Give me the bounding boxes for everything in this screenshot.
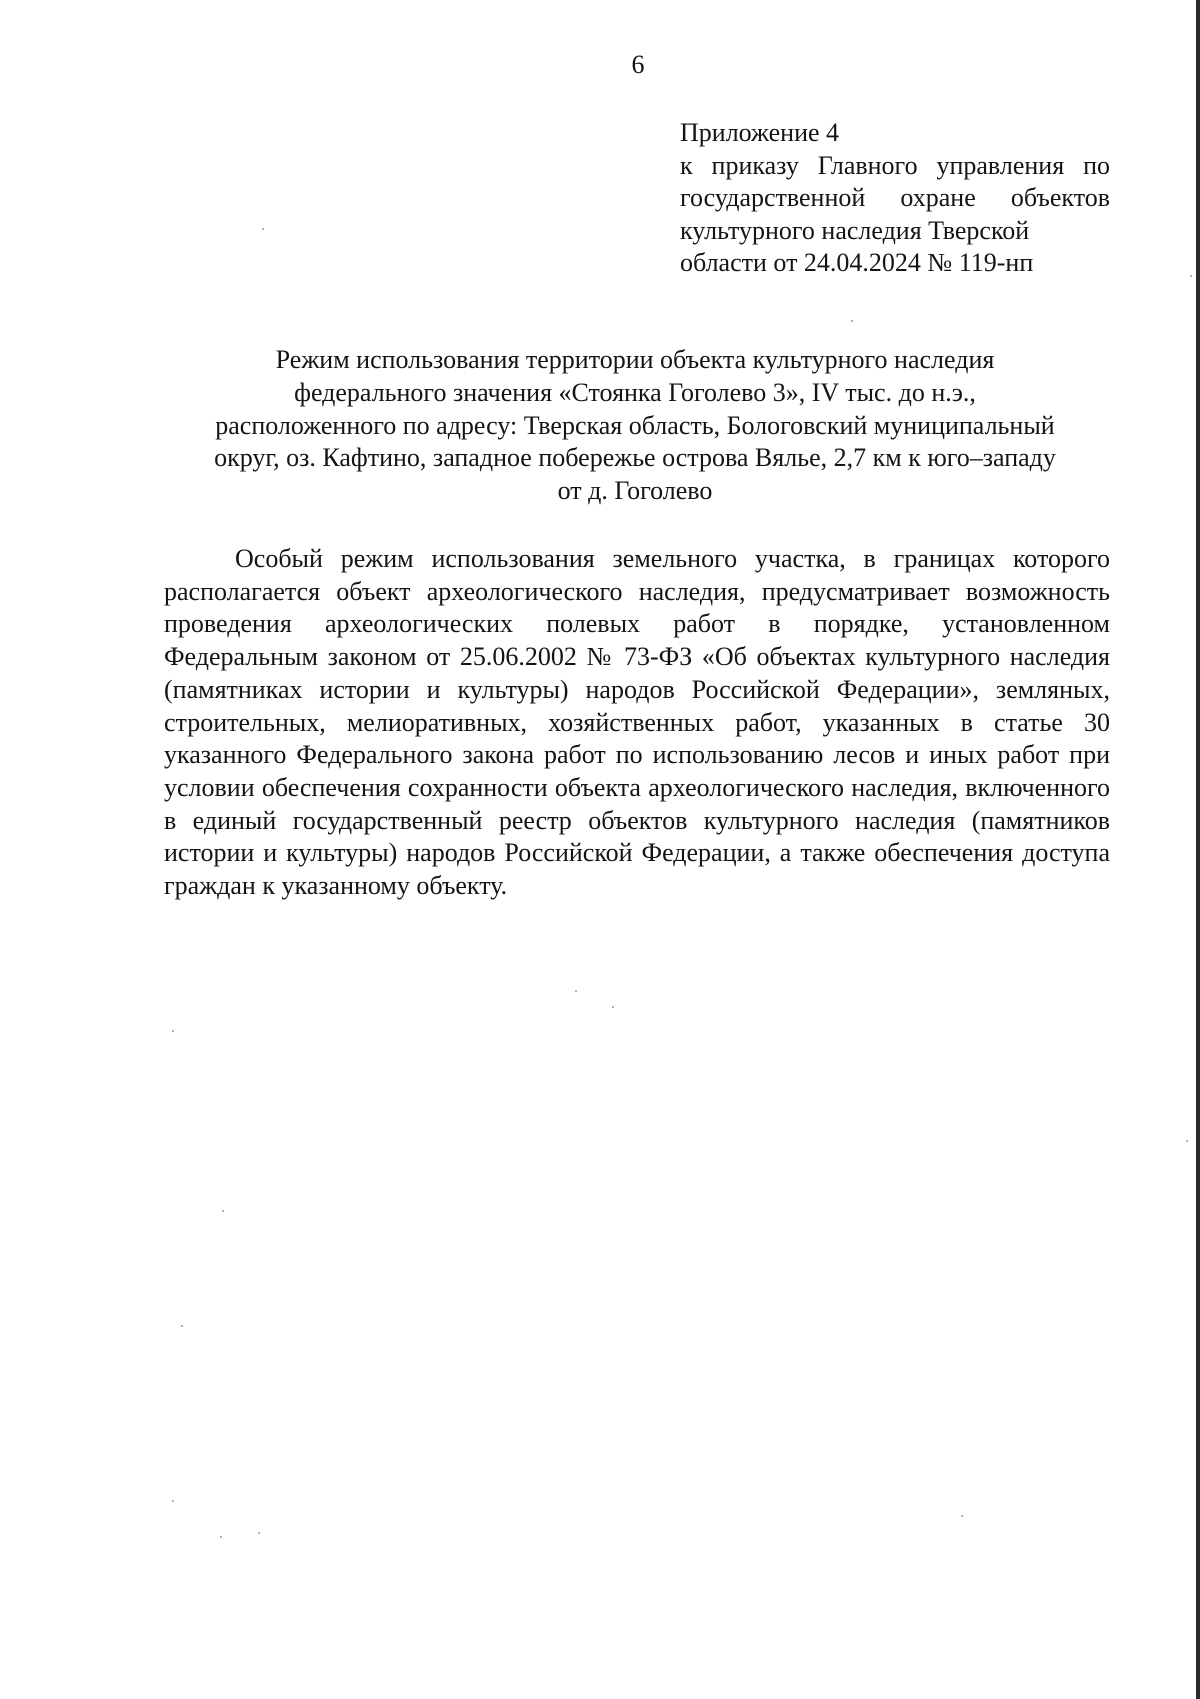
title-line: федерального значения «Стоянка Гоголево 3», IV тыс. до н.э., (294, 377, 976, 407)
scan-speck (258, 1532, 260, 1534)
title-line: расположенного по адресу: Тверская область, Бологовский муниципальный (215, 410, 1055, 440)
title-line: от д. Гоголево (557, 476, 713, 506)
scan-speck (222, 1210, 224, 1212)
scan-speck (1186, 1140, 1188, 1142)
document-title (160, 344, 1110, 508)
appendix-label: Приложение 4 (680, 118, 840, 147)
title-line: Режим использования территории объекта культурного наследия (275, 345, 995, 374)
scan-speck (612, 1006, 614, 1008)
scan-speck (172, 1030, 174, 1032)
scan-speck (851, 320, 853, 322)
body-paragraph: Особый режим использования земельного участка, в границах которого располагается объект археологического наследия, предусматривает возможность проведения археологических полевых работ в порядке, установленном Федеральным законом от 25.06.2002 № 73-ФЗ «Об объектах культурного наследия (памятниках истории и культуры) народов Российской Федерации», земляных, строительных, мелиоративных, хозяйственных работ, указанных в статье 30 указанного Федерального закона работ по использованию лесов и иных работ при условии обеспечения сохранности объекта археологического наследия, включенного в единый государственный реестр объектов культурного наследия (памятников истории и культуры) народов Российской Федерации, а также обеспечения доступа граждан к указанному объекту. (164, 544, 1110, 901)
scan-speck (961, 1515, 963, 1517)
appendix-order-date: области от 24.04.2024 № 119-нп (680, 248, 1034, 277)
scan-speck (262, 228, 264, 230)
scan-speck (220, 1536, 222, 1538)
scan-speck (181, 1325, 183, 1327)
appendix-header (680, 117, 1110, 280)
page-number: 6 (631, 50, 645, 79)
appendix-order-text: к приказу Главного управления по государственной охране объектов культурного наследия Тверской (680, 150, 1110, 245)
scan-speck (172, 1500, 174, 1502)
scan-speck (575, 990, 577, 992)
scan-speck (1190, 275, 1192, 277)
title-line: округ, оз. Кафтино, западное побережье острова Вялье, 2,7 км к юго–западу (214, 443, 1056, 473)
page-edge (1196, 0, 1200, 1699)
